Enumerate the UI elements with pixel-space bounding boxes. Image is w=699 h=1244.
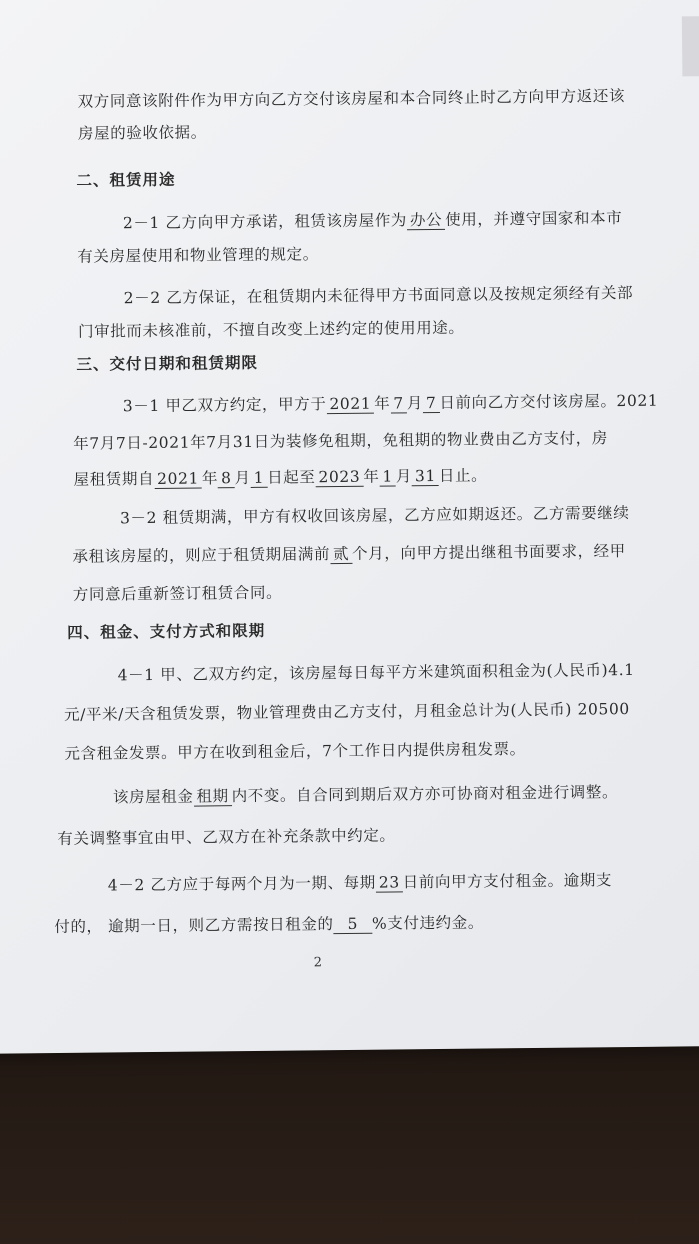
text-line: 付的， 逾期一日，则乙方需按日租金的 5 %支付违约金。: [54, 913, 485, 937]
filled-blank: 23: [376, 873, 403, 892]
filled-blank: 2021: [154, 469, 202, 489]
filled-blank: 5: [333, 915, 372, 934]
text-line: 有关调整事宜由甲、乙双方在补充条款中约定。: [57, 826, 396, 849]
filled-blank: 2023: [315, 468, 363, 488]
text-line: 屋租赁期自 2021 年 8 月 1 日起至 2023 年 1 月 31 日止。: [73, 466, 488, 489]
clause-3-1: 3－1 甲乙双方约定，甲方于 2021 年 7 月 7 日前向乙方交付该房屋。2021: [122, 391, 659, 416]
text-line: 有关房屋使用和物业管理的规定。: [77, 245, 319, 266]
clause-3-2: 3－2 租赁期满，甲方有权收回该房屋，乙方应如期返还。乙方需要继续: [119, 503, 630, 528]
filled-blank: 1: [251, 469, 268, 488]
filled-blank: 8: [218, 469, 235, 488]
filled-blank: 办公: [407, 211, 445, 230]
text-line: 方同意后重新签订租赁合同。: [72, 583, 283, 604]
desk-shadow: [0, 1040, 699, 1244]
filled-blank: 2021: [326, 395, 374, 415]
text-line: 门审批而未核准前，不擅自改变上述约定的使用用途。: [77, 318, 465, 341]
section-heading: 二、租赁用途: [76, 169, 176, 190]
filled-blank: 7: [390, 394, 407, 413]
clause-2-1: 2－1 乙方向甲方承诺，租赁该房屋作为 办公 使用，并遵守国家和本市: [122, 209, 623, 233]
text-line: 双方同意该附件作为甲方向乙方交付该房屋和本合同终止时乙方向甲方返还该: [77, 87, 626, 111]
text-line: 年7月7日-2021年7月31日为装修免租期，免租期的物业费由乙方支付，房: [73, 429, 609, 453]
section-heading: 三、交付日期和租赁期限: [76, 352, 259, 374]
filled-blank: 7: [423, 394, 440, 413]
rent-paragraph: 该房屋租金 租期 内不变。自合同到期后双方亦可协商对租金进行调整。: [112, 783, 619, 807]
section-heading: 四、租金、支付方式和限期: [67, 620, 266, 642]
text-line: 元含租金发票。甲方在收到租金后，7个工作日内提供房租发票。: [64, 740, 526, 763]
text-line: 房屋的验收依据。: [77, 123, 207, 143]
clause-4-2: 4－2 乙方应于每两个月为一期、每期 23 日前向甲方支付租金。逾期支: [107, 871, 613, 895]
filled-blank: 贰: [330, 545, 352, 564]
text-line: 承租该房屋的，则应于租赁期届满前 贰 个月，向甲方提出继租书面要求，经甲: [72, 542, 626, 566]
filled-blank: 租期: [193, 787, 231, 806]
filled-blank: 31: [412, 467, 439, 486]
paper-edge: [682, 16, 699, 76]
text-line: 元/平米/天含租赁发票，物业管理费由乙方支付，月租金总计为(人民币) 20500: [63, 700, 630, 724]
page-number: 2: [313, 955, 323, 971]
clause-2-2: 2－2 乙方保证，在租赁期内未征得甲方书面同意以及按规定须经有关部: [123, 283, 634, 308]
filled-blank: 1: [379, 467, 396, 486]
clause-4-1: 4－1 甲、乙双方约定，该房屋每日每平方米建筑面积租金为(人民币)4.1: [117, 660, 635, 685]
